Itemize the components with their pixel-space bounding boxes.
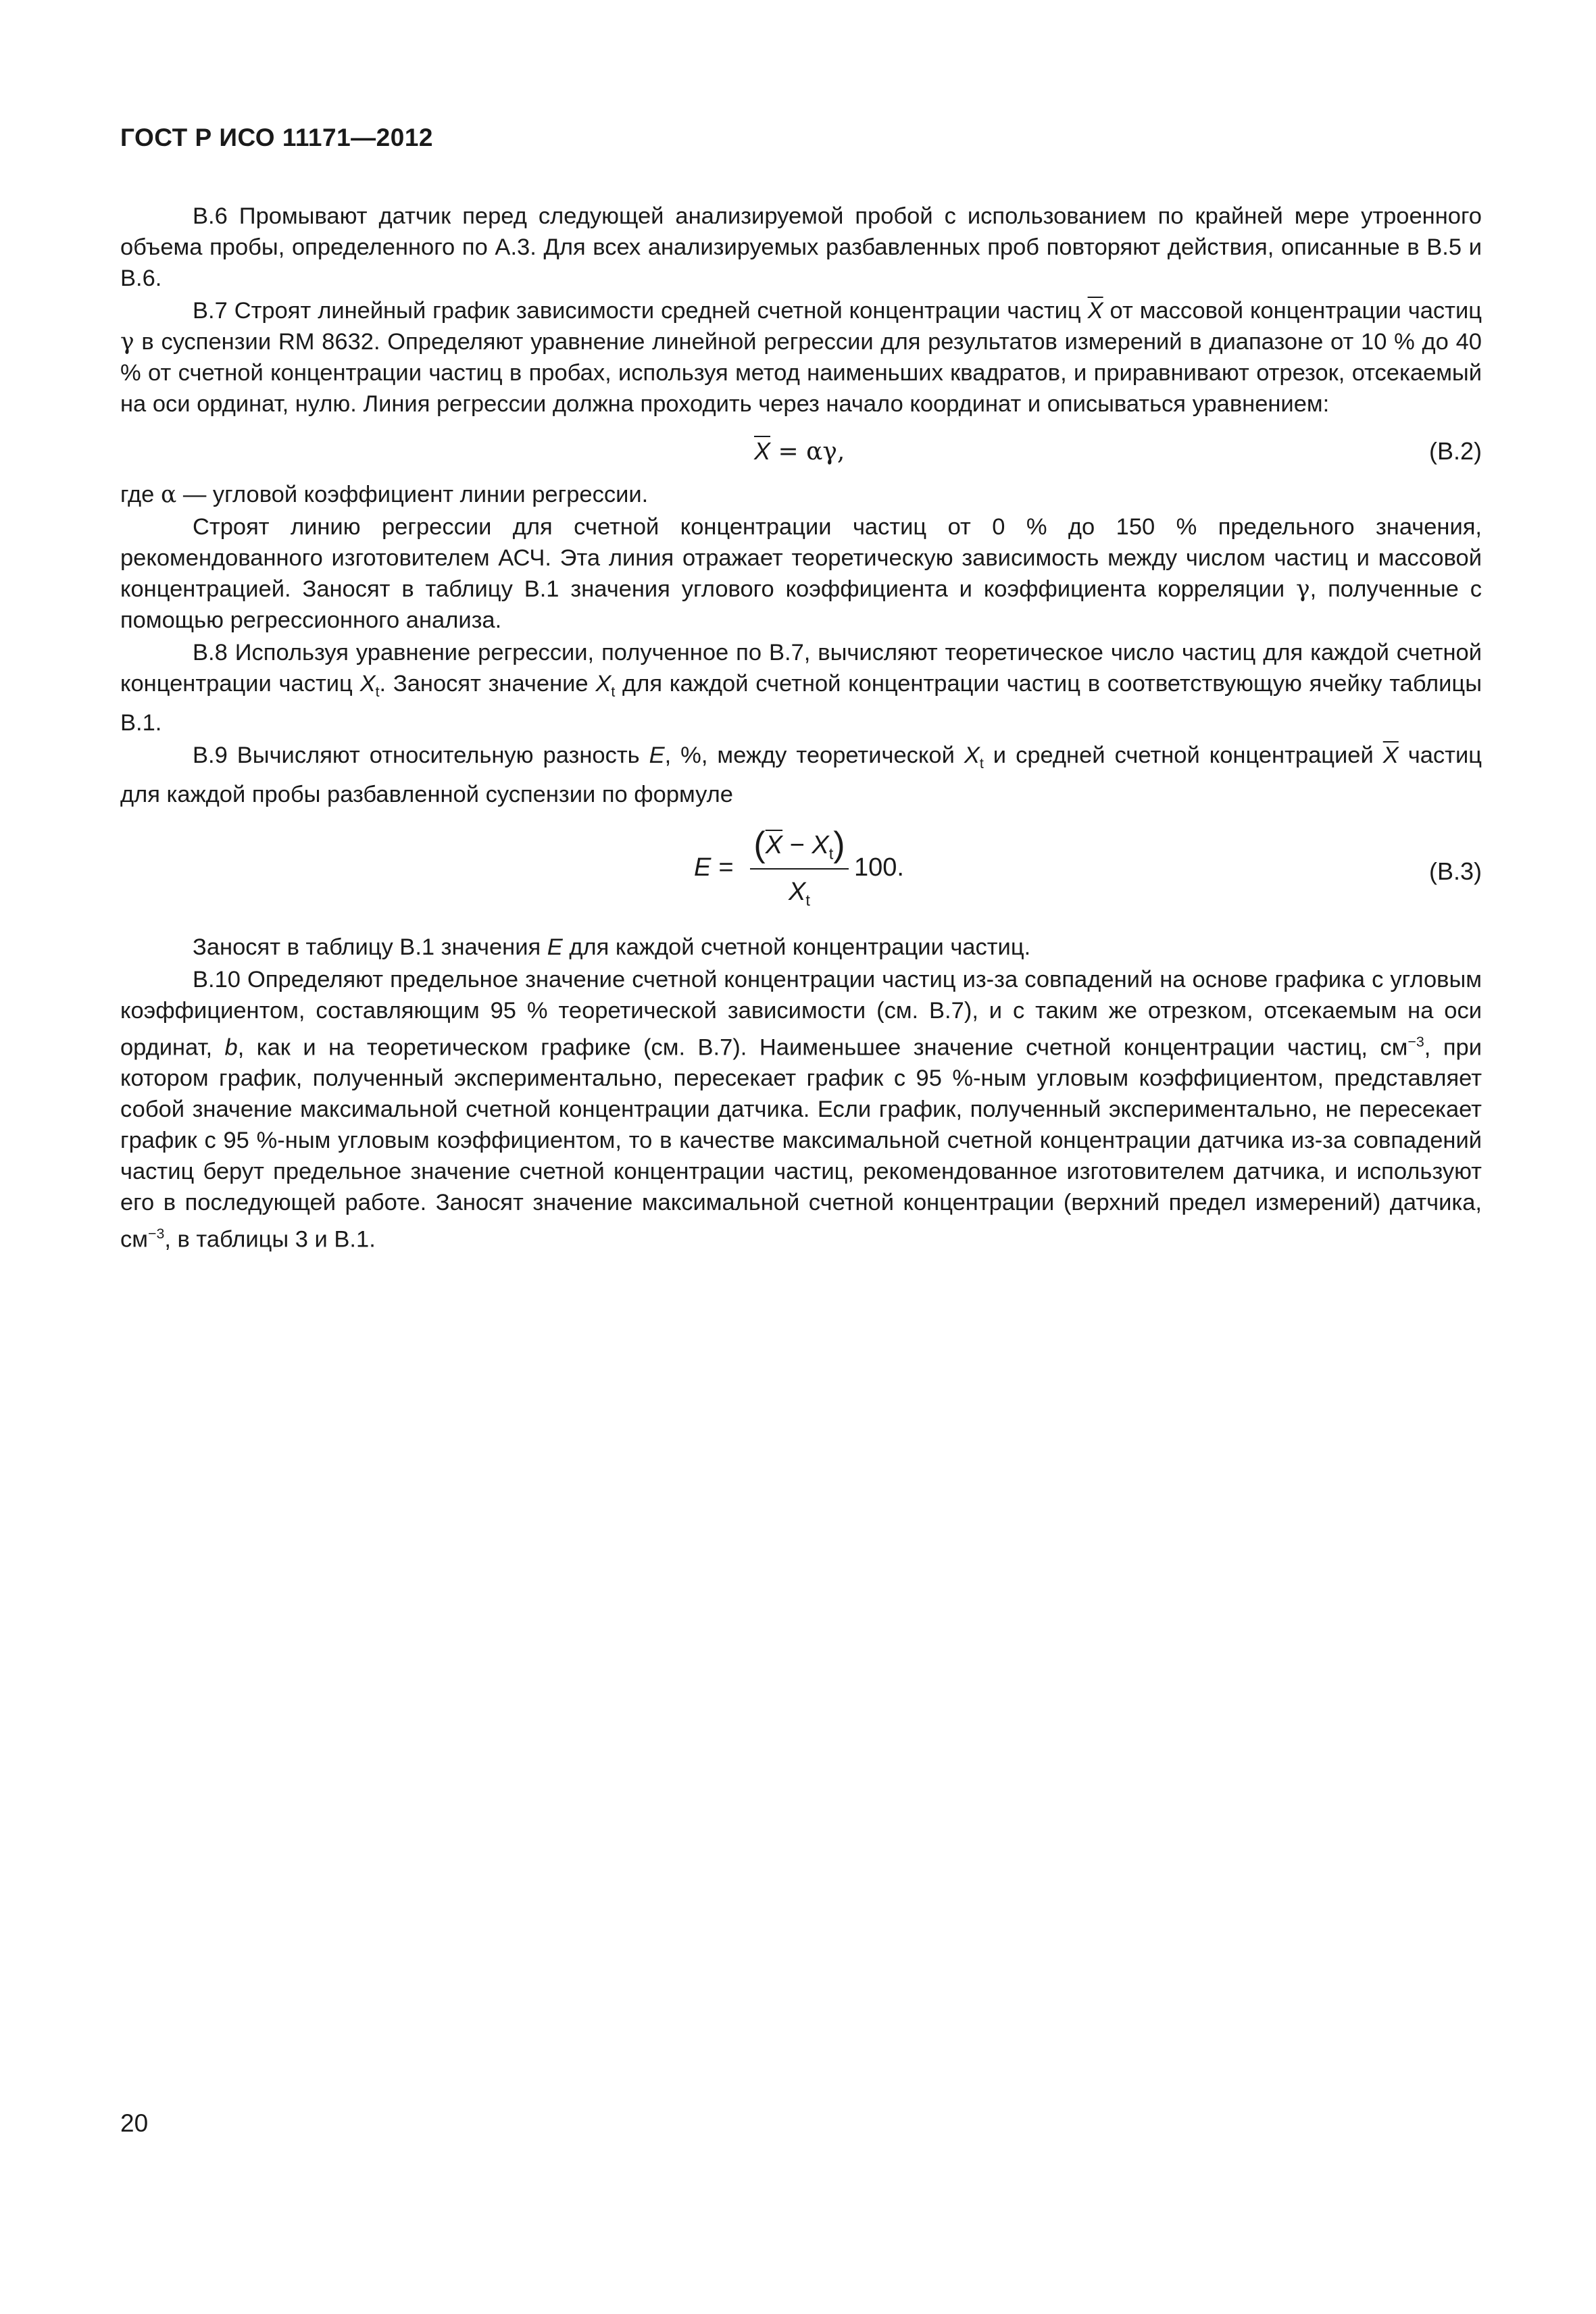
- formula-b3-fraction: [750, 822, 849, 913]
- formula-b2: [120, 429, 1482, 470]
- paragraph-regression-line: Строят линию регрессии для счетной концентрации частиц от 0 % до 150 % предельного значения, рекомендованного изготовителем АСЧ. Эта линия отражает теоретическую зависимость между числом частиц и массовой концентрацией. Заносят в таблицу В.1 значения углового коэффициента и коэффициента корреляции γ, полученные с помощью регрессионного анализа.: [120, 514, 1482, 633]
- x-mean-symbol: $\overline{X}$: [1087, 298, 1103, 324]
- gamma-symbol: γ: [120, 328, 134, 355]
- formula-b3-rhs: 100.: [854, 853, 904, 882]
- fraction-numerator: $(\overline{X} - X_t)$: [753, 824, 845, 864]
- formula-b3-lhs: E =: [694, 853, 734, 882]
- paragraph-b8: В.8 Используя уравнение регрессии, полученное по В.7, вычисляют теоретическое число частиц для каждой счетной концентрации частиц $X_t$. Заносят значение $X_t$ для каждой счетной концентрации частиц в соответствующую ячейку таблицы В.1.: [120, 640, 1482, 736]
- paragraph-b6: В.6 Промывают датчик перед следующей анализируемой пробой с использованием по крайней мере утроенного объема пробы, определенного по А.3. Для всех анализируемых разбавленных проб повторяют действия, описанные в В.5 и В.6.: [120, 203, 1482, 291]
- paragraph-where: где α — угловой коэффициент линии регрессии.: [120, 481, 649, 508]
- formula-b2-number: (В.2): [1428, 437, 1482, 465]
- paragraph-b10: В.10 Определяют предельное значение счетной концентрации частиц из-за совпадений на основе графика с угловым коэффициентом, составляющим 95 % теоретической зависимости (см. В.7), и с таким же отрезком, отсекаемым на оси ординат, b, как и на теоретическом графике (см. В.7). Наименьшее значение счетной концентрации частиц, $см^{-3}$, при котором график, полученный экспериментально, пересекает график с 95 %-ным угловым коэффициентом, представляет собой значение максимальной счетной концентрации датчика. Если график, полученный экспериментально, не пересекает график с 95 %-ным угловым коэффициентом, то в качестве максимальной счетной концентрации датчика из-за совпадений частиц берут предельное значение счетной концентрации частиц, рекомендованное изготовителем датчика, и используют его в последующей работе. Заносят значение максимальной счетной концентрации (верхний предел измерений) датчика, $см^{-3}$, в таблицы 3 и В.1.: [120, 966, 1482, 1253]
- fraction-denominator: $X_t$: [789, 877, 810, 909]
- document-body: [120, 201, 1482, 1257]
- formula-b2-expression: $\overline{X} = \alpha\gamma$,: [754, 437, 845, 466]
- paragraph-b9: В.9 Вычисляют относительную разность E, %, между теоретической $X_t$ и средней счетной концентрацией $\overline{X}$ частиц для каждой пробы разбавленной суспензии по формуле: [120, 742, 1482, 807]
- gamma-symbol: γ: [1296, 576, 1310, 603]
- fraction-bar: [750, 868, 849, 870]
- alpha-symbol: α: [160, 481, 177, 508]
- page-number: 20: [120, 2109, 149, 2137]
- formula-b3: [120, 822, 1482, 924]
- paragraph-enter-e: Заносят в таблицу В.1 значения E для каждой счетной концентрации частиц.: [193, 934, 1031, 960]
- formula-b3-number: (В.3): [1428, 857, 1482, 885]
- paragraph-b7: В.7 Строят линейный график зависимости средней счетной концентрации частиц $\overline{X}$ от массовой концентрации частиц γ в суспензии RM 8632. Определяют уравнение линейной регрессии для результатов измерений в диапазоне от 10 % до 40 % от счетной концентрации частиц в пробах, используя метод наименьших квадратов, и приравнивают отрезок, отсекаемый на оси ординат, нулю. Линия регрессии должна проходить через начало координат и описываться уравнением:: [120, 298, 1482, 417]
- document-header: ГОСТ Р ИСО 11171—2012: [120, 124, 433, 151]
